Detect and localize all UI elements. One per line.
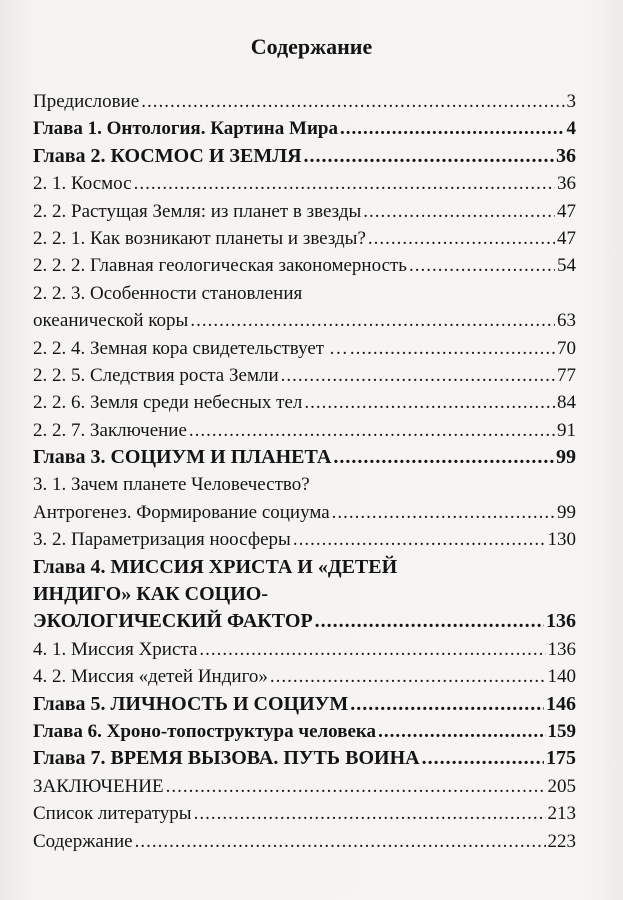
toc-page-number: 84 <box>557 392 576 414</box>
toc-page-number: 36 <box>557 173 576 195</box>
toc-page-number: 146 <box>546 692 576 715</box>
toc-entry-chapter-5 <box>33 691 576 718</box>
dot-leader <box>368 225 555 252</box>
toc-page-number: 136 <box>546 610 576 633</box>
toc-page-number: 36 <box>556 144 576 167</box>
toc-entry <box>33 499 576 526</box>
dot-leader <box>315 608 544 635</box>
toc-entry-text: Содержание <box>33 830 133 852</box>
toc-page-number: 91 <box>557 419 576 441</box>
toc-page-number: 47 <box>557 200 576 222</box>
toc-entry <box>33 417 576 444</box>
toc-entry <box>33 663 576 690</box>
toc-page-number: 99 <box>557 501 576 523</box>
dot-leader <box>333 444 554 471</box>
toc-entry-text: Антрогенез. Формирование социума <box>33 501 330 523</box>
dot-leader <box>363 198 555 225</box>
toc-entry-text: Предисловие <box>33 91 140 112</box>
dot-leader <box>281 362 555 389</box>
dot-leader <box>194 800 546 827</box>
toc-entry-continued: 2. 2. 3. Особенности становления <box>33 282 303 304</box>
toc-entry <box>33 307 576 334</box>
dot-leader <box>166 773 546 800</box>
toc-page-number: 205 <box>547 775 576 797</box>
toc-entry <box>33 225 576 252</box>
dot-leader <box>422 745 544 772</box>
toc-entry-text: 2. 2. 1. Как возникают планеты и звезды? <box>33 227 366 249</box>
dot-leader <box>340 115 565 142</box>
dot-leader <box>135 828 546 855</box>
page-title: Содержание <box>250 34 373 59</box>
toc-entry <box>33 335 576 362</box>
toc-page-number: 175 <box>546 747 576 770</box>
dot-leader <box>350 335 555 362</box>
toc-entry-text: 2. 2. 7. Заключение <box>33 419 187 441</box>
toc-entry <box>33 170 576 197</box>
toc-page-number: 223 <box>547 830 576 852</box>
dot-leader <box>332 499 555 526</box>
dot-leader <box>293 526 546 553</box>
toc-entry-text: Глава 6. Хроно-топоструктура человека <box>33 720 377 742</box>
toc-entry <box>33 198 576 225</box>
toc-page-number: 3 <box>566 91 576 112</box>
toc-page-number: 4 <box>566 118 576 140</box>
toc-entry-text: ЗАКЛЮЧЕНИЕ <box>33 775 164 797</box>
toc-entry-chapter-3 <box>33 444 576 471</box>
toc-page-number: 63 <box>557 310 576 332</box>
toc-entry-text: Список литературы <box>33 803 192 825</box>
toc-entry-text: 2. 2. 5. Следствия роста Земли <box>33 364 279 386</box>
toc-entry-continued: ИНДИГО» КАК СОЦИО- <box>33 583 268 606</box>
toc-page-number: 70 <box>557 337 576 359</box>
toc-page-number: 136 <box>547 638 576 660</box>
dot-leader <box>190 307 555 334</box>
toc-entry-continued: 3. 1. Зачем планете Человечество? <box>33 474 310 496</box>
toc-entry-text: 2. 1. Космос <box>33 173 132 195</box>
toc-entry-text: ЭКОЛОГИЧЕСКИЙ ФАКТОР <box>33 610 313 633</box>
toc-entry <box>33 252 576 279</box>
toc-page-number: 77 <box>557 364 576 386</box>
toc-page-number: 99 <box>556 446 576 469</box>
toc-page-number: 47 <box>557 227 576 249</box>
toc-page-number: 213 <box>547 803 576 825</box>
toc-entry-text: 2. 2. 6. Земля среди небесных тел <box>33 392 303 414</box>
dot-leader <box>304 143 554 170</box>
toc-entry-chapter-2 <box>33 143 576 170</box>
toc-entry-text: 4. 1. Миссия Христа <box>33 638 198 660</box>
toc-entry-text: 4. 2. Миссия «детей Индиго» <box>33 666 268 688</box>
toc-entry-preface <box>33 88 576 115</box>
dot-leader <box>304 389 555 416</box>
toc-entry-conclusion <box>33 773 576 800</box>
toc-entry-text: Глава 3. СОЦИУМ И ПЛАНЕТА <box>33 446 332 469</box>
toc-entry-text: 3. 2. Параметризация ноосферы <box>33 529 291 551</box>
toc-page-number: 54 <box>557 255 576 277</box>
toc-entry-contents <box>33 828 576 855</box>
toc-entry-text: 2. 2. 2. Главная геологическая закономерность <box>33 255 407 277</box>
toc-entry-chapter-4 <box>33 608 576 635</box>
toc-entry-text: 2. 2. Растущая Земля: из планет в звезды <box>33 200 362 222</box>
toc-entry <box>33 636 576 663</box>
toc-entry-chapter-1 <box>33 115 576 142</box>
toc-entry-text: океанической коры <box>33 310 189 332</box>
toc-entry-text: Глава 5. ЛИЧНОСТЬ И СОЦИУМ <box>33 692 349 715</box>
dot-leader <box>350 691 544 718</box>
toc-entry-bibliography <box>33 800 576 827</box>
toc-entry <box>33 526 576 553</box>
dot-leader <box>134 170 555 197</box>
dot-leader <box>189 417 555 444</box>
dot-leader <box>378 718 545 745</box>
toc-page-number: 140 <box>547 666 576 688</box>
toc-entry-text: Глава 2. КОСМОС И ЗЕМЛЯ <box>33 144 302 167</box>
dot-leader <box>409 252 555 279</box>
toc-entry-chapter-6 <box>33 718 576 745</box>
dot-leader <box>199 636 545 663</box>
toc-entry-continued: Глава 4. МИССИЯ ХРИСТА И «ДЕТЕЙ <box>33 555 398 578</box>
toc-page-number: 159 <box>547 720 576 742</box>
toc-entry <box>33 389 576 416</box>
toc-entry-text: 2. 2. 4. Земная кора свидетельствует … <box>33 337 348 359</box>
dot-leader <box>270 663 546 690</box>
toc-entry-text: Глава 1. Онтология. Картина Мира <box>33 118 338 140</box>
dot-leader <box>141 88 564 115</box>
toc-entry <box>33 362 576 389</box>
toc-entry-chapter-7 <box>33 745 576 772</box>
toc-page-number: 130 <box>547 529 576 551</box>
toc-entry-text: Глава 7. ВРЕМЯ ВЫЗОВА. ПУТЬ ВОИНА <box>33 747 420 770</box>
table-of-contents <box>33 88 576 855</box>
